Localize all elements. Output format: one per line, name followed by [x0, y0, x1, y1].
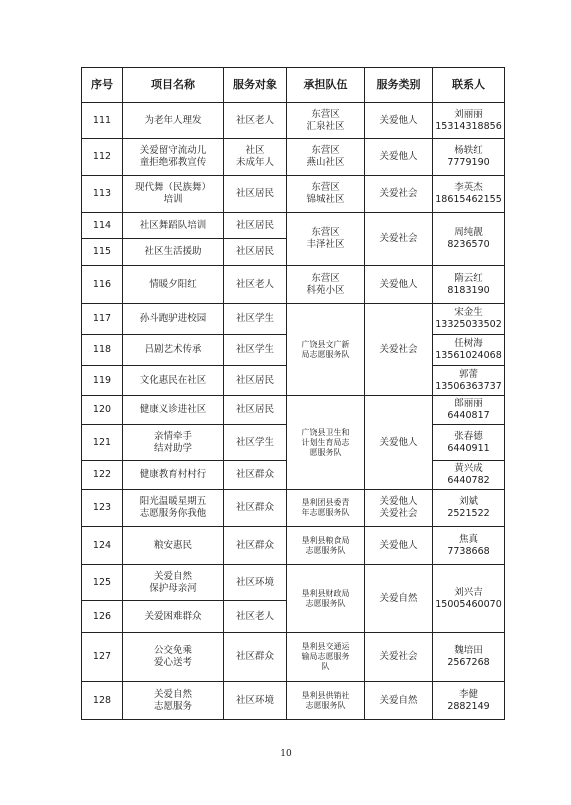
- target-line: 社区环境: [235, 576, 274, 588]
- target-cell: [224, 633, 287, 682]
- project-line: 健康义诊进社区: [139, 404, 207, 416]
- project-line: 关爱留守流动儿: [139, 145, 207, 157]
- category-line: 关爱他人: [379, 539, 418, 551]
- project-cell: [123, 335, 224, 366]
- header-cell: 联系人: [433, 68, 505, 103]
- contact-cell: [433, 461, 505, 490]
- target-line: 社区老人: [235, 278, 274, 290]
- project-cell: [123, 461, 224, 490]
- project-cell: [123, 490, 224, 527]
- team-line: 志愿服务队: [305, 700, 346, 710]
- project-cell: [123, 601, 224, 633]
- target-line: 社区学生: [235, 313, 274, 325]
- row-number: 122: [82, 461, 123, 490]
- project-line: 社区舞蹈队培训: [139, 219, 207, 231]
- row-number: 117: [82, 304, 123, 335]
- contact-cell: [433, 633, 505, 682]
- contact-name: 任树海: [454, 338, 483, 350]
- project-cell: [123, 139, 224, 176]
- category-line: 关爱自然: [379, 694, 418, 706]
- team-line: 汇泉社区: [306, 120, 345, 132]
- contact-phone: 7738668: [447, 545, 490, 557]
- project-cell: [123, 633, 224, 682]
- target-line: 社区学生: [235, 436, 274, 448]
- contact-phone: 2521522: [447, 508, 490, 519]
- target-line: 社区学生: [235, 344, 274, 356]
- contact-phone: 13561024068: [435, 350, 502, 361]
- project-cell: [123, 176, 224, 213]
- target-cell: [224, 213, 287, 239]
- contact-phone: 2882149: [447, 700, 490, 712]
- contact-cell: [433, 682, 505, 720]
- project-cell: [123, 103, 224, 139]
- contact-name: 李英杰: [454, 182, 483, 194]
- contact-cell: [433, 490, 505, 527]
- table-row: [82, 396, 505, 425]
- target-cell: [224, 425, 287, 461]
- header-cell: 序号: [82, 68, 123, 103]
- project-cell: [123, 682, 224, 720]
- team-line: 垦利团县委青: [301, 498, 350, 507]
- table-row: [82, 633, 505, 682]
- team-line: 局志愿服务队: [301, 349, 350, 359]
- target-line: 社区居民: [235, 374, 274, 386]
- project-line: 吕剧艺术传承: [144, 344, 202, 356]
- table-row: [82, 266, 505, 304]
- contact-cell: [433, 565, 505, 633]
- project-cell: [123, 366, 224, 396]
- project-line: 阳光温暖星期五: [139, 496, 207, 508]
- team-cell: [287, 139, 365, 176]
- project-line: 现代舞（民族舞）: [134, 182, 211, 194]
- table-row: [82, 103, 505, 139]
- target-line: 社区群众: [235, 469, 274, 481]
- target-cell: [224, 103, 287, 139]
- project-line: 童拒绝邪教宣传: [139, 157, 207, 168]
- target-line: 社区居民: [235, 404, 274, 416]
- team-line: 燕山社区: [306, 157, 345, 168]
- contact-name: 刘丽丽: [454, 108, 483, 120]
- row-number: 116: [82, 266, 123, 304]
- project-line: 亲情牵手: [153, 430, 192, 442]
- project-line: 文化惠民在社区: [139, 374, 207, 386]
- category-cell: [365, 633, 433, 682]
- contact-cell: [433, 425, 505, 461]
- target-line: 社区环境: [235, 694, 274, 706]
- contact-phone: 13325033502: [435, 319, 502, 330]
- team-line: 垦利县供销社: [301, 690, 350, 700]
- target-line: 社区老人: [235, 114, 274, 126]
- team-line: 广饶县文广新: [301, 339, 350, 349]
- target-cell: [224, 682, 287, 720]
- category-cell: [365, 266, 433, 304]
- team-line: 垦利县交通运: [301, 642, 350, 651]
- row-number: 128: [82, 682, 123, 720]
- contact-name: 李健: [458, 688, 478, 700]
- team-line: 科苑小区: [306, 284, 345, 296]
- category-line: 关爱社会: [379, 188, 418, 200]
- project-line: 爱心送考: [153, 657, 192, 668]
- team-cell: [287, 176, 365, 213]
- contact-cell: [433, 103, 505, 139]
- target-cell: [224, 304, 287, 335]
- project-line: 结对助学: [153, 442, 192, 454]
- target-cell: [224, 527, 287, 565]
- project-cell: [123, 266, 224, 304]
- project-line: 情暖夕阳红: [149, 278, 197, 290]
- team-line: 广饶县卫生和: [301, 427, 350, 437]
- row-number: 126: [82, 601, 123, 633]
- team-line: 志愿服务队: [305, 598, 346, 608]
- target-cell: [224, 366, 287, 396]
- category-line: 关爱他人: [379, 278, 418, 290]
- category-line: 关爱社会: [379, 233, 418, 245]
- team-line: 东营区: [311, 182, 340, 194]
- team-line: 垦利县财政局: [301, 588, 350, 598]
- project-cell: [123, 396, 224, 425]
- contact-name: 焦真: [458, 533, 478, 545]
- project-line: 志愿服务你我他: [139, 508, 207, 519]
- contact-cell: [433, 266, 505, 304]
- table-row: [82, 682, 505, 720]
- contact-name: 宋金生: [454, 307, 483, 319]
- target-cell: [224, 139, 287, 176]
- contact-phone: 8183190: [447, 284, 490, 296]
- row-number: 125: [82, 565, 123, 601]
- target-cell: [224, 239, 287, 266]
- contact-name: 魏培田: [454, 645, 483, 657]
- category-line: 关爱他人: [379, 114, 418, 126]
- category-line: 关爱他人: [379, 151, 418, 163]
- category-line: 关爱社会: [379, 343, 418, 355]
- target-cell: [224, 176, 287, 213]
- category-cell: [365, 396, 433, 490]
- header-cell: 服务类别: [365, 68, 433, 103]
- target-cell: [224, 266, 287, 304]
- contact-name: 郎丽丽: [454, 398, 483, 410]
- contact-phone: 6440817: [447, 410, 490, 421]
- volunteer-service-table: [81, 67, 505, 720]
- row-number: 113: [82, 176, 123, 213]
- team-line: 愿服务队: [309, 447, 342, 457]
- category-line: 关爱自然: [379, 592, 418, 604]
- target-line: 社区群众: [235, 539, 274, 551]
- team-line: 垦利县粮食局: [301, 535, 350, 545]
- table-row: [82, 565, 505, 601]
- team-cell: [287, 633, 365, 682]
- team-cell: [287, 103, 365, 139]
- category-cell: [365, 176, 433, 213]
- project-line: 公交免乘: [153, 645, 192, 657]
- team-line: 输局志愿服务: [301, 652, 350, 661]
- row-number: 118: [82, 335, 123, 366]
- header-cell: 服务对象: [224, 68, 287, 103]
- contact-cell: [433, 335, 505, 366]
- project-line: 社区生活援助: [144, 246, 202, 258]
- page-number: 10: [280, 749, 292, 759]
- team-line: 丰泽社区: [306, 239, 345, 250]
- row-number: 119: [82, 366, 123, 396]
- target-line: 社区居民: [235, 219, 274, 231]
- project-cell: [123, 565, 224, 601]
- team-line: 东营区: [311, 108, 340, 120]
- team-cell: [287, 527, 365, 565]
- row-number: 120: [82, 396, 123, 425]
- target-line: 社区群众: [235, 651, 274, 663]
- project-line: 保护母亲河: [149, 582, 197, 594]
- team-line: 志愿服务队: [305, 545, 346, 555]
- target-cell: [224, 601, 287, 633]
- category-cell: [365, 304, 433, 396]
- team-line: 队: [321, 662, 330, 671]
- project-cell: [123, 213, 224, 239]
- target-cell: [224, 490, 287, 527]
- target-cell: [224, 396, 287, 425]
- team-line: 计划生育局志: [301, 437, 350, 447]
- target-line: 社区: [245, 145, 265, 157]
- project-line: 关爱困难群众: [144, 610, 202, 622]
- row-number: 124: [82, 527, 123, 565]
- project-line: 关爱自然: [153, 570, 192, 582]
- category-cell: [365, 213, 433, 266]
- contact-cell: [433, 396, 505, 425]
- contact-cell: [433, 176, 505, 213]
- team-cell: [287, 565, 365, 633]
- table-row: [82, 139, 505, 176]
- table-row: [82, 490, 505, 527]
- project-line: 志愿服务: [153, 700, 192, 712]
- contact-cell: [433, 366, 505, 396]
- team-line: 东营区: [311, 272, 340, 284]
- project-line: 为老年人理发: [144, 114, 202, 126]
- team-line: 锦城社区: [306, 194, 345, 205]
- project-line: 健康教育村村行: [139, 469, 207, 481]
- target-cell: [224, 461, 287, 490]
- category-line: 关爱社会: [379, 508, 418, 519]
- category-cell: [365, 139, 433, 176]
- header-cell: 承担队伍: [287, 68, 365, 103]
- category-line: 关爱社会: [379, 651, 418, 663]
- table-row: [82, 176, 505, 213]
- contact-phone: 15005460070: [435, 598, 502, 610]
- contact-name: 隋云红: [454, 272, 483, 284]
- contact-cell: [433, 139, 505, 176]
- target-line: 社区居民: [235, 246, 274, 258]
- team-cell: [287, 266, 365, 304]
- contact-name: 刘兴吉: [454, 586, 483, 598]
- team-line: 东营区: [311, 145, 340, 157]
- target-line: 社区居民: [235, 188, 274, 200]
- contact-phone: 2567268: [447, 657, 490, 668]
- project-cell: [123, 425, 224, 461]
- contact-phone: 13506363737: [435, 380, 502, 392]
- row-number: 111: [82, 103, 123, 139]
- row-number: 115: [82, 239, 123, 266]
- team-line: 年志愿服务队: [301, 508, 350, 517]
- row-number: 121: [82, 425, 123, 461]
- table-row: [82, 304, 505, 335]
- project-cell: [123, 239, 224, 266]
- project-line: 关爱自然: [153, 688, 192, 700]
- team-line: 东营区: [311, 227, 340, 239]
- target-line: 社区老人: [235, 610, 274, 622]
- header-cell: 项目名称: [123, 68, 224, 103]
- category-cell: [365, 490, 433, 527]
- contact-name: 郭蕾: [458, 368, 478, 380]
- contact-name: 张春德: [454, 430, 483, 442]
- contact-phone: 6440911: [447, 442, 490, 454]
- project-line: 孙斗跑驴进校园: [139, 313, 207, 325]
- category-cell: [365, 527, 433, 565]
- contact-cell: [433, 527, 505, 565]
- category-cell: [365, 103, 433, 139]
- table-row: [82, 527, 505, 565]
- contact-name: 刘斌: [458, 496, 478, 508]
- target-line: 未成年人: [235, 157, 274, 168]
- category-line: 关爱他人: [379, 496, 418, 508]
- contact-cell: [433, 304, 505, 335]
- contact-phone: 6440782: [447, 475, 490, 486]
- project-cell: [123, 304, 224, 335]
- project-cell: [123, 527, 224, 565]
- contact-phone: 8236570: [447, 239, 490, 250]
- contact-name: 周纯靓: [454, 227, 483, 239]
- row-number: 114: [82, 213, 123, 239]
- row-number: 127: [82, 633, 123, 682]
- team-cell: [287, 396, 365, 490]
- project-line: 粮安惠民: [153, 539, 192, 551]
- contact-phone: 15314318856: [435, 120, 502, 132]
- target-cell: [224, 335, 287, 366]
- contact-name: 黄兴成: [454, 463, 483, 475]
- table-row: [82, 213, 505, 239]
- project-line: 培训: [163, 194, 183, 205]
- target-cell: [224, 565, 287, 601]
- team-cell: [287, 682, 365, 720]
- contact-cell: [433, 213, 505, 266]
- row-number: 123: [82, 490, 123, 527]
- category-cell: [365, 682, 433, 720]
- table-header-row: [82, 68, 505, 103]
- target-line: 社区群众: [235, 502, 274, 514]
- team-cell: [287, 490, 365, 527]
- team-cell: [287, 213, 365, 266]
- contact-name: 杨轶红: [454, 145, 483, 157]
- row-number: 112: [82, 139, 123, 176]
- category-line: 关爱他人: [379, 436, 418, 448]
- contact-phone: 18615462155: [435, 194, 502, 205]
- contact-phone: 7779190: [447, 157, 490, 168]
- category-cell: [365, 565, 433, 633]
- team-cell: [287, 304, 365, 396]
